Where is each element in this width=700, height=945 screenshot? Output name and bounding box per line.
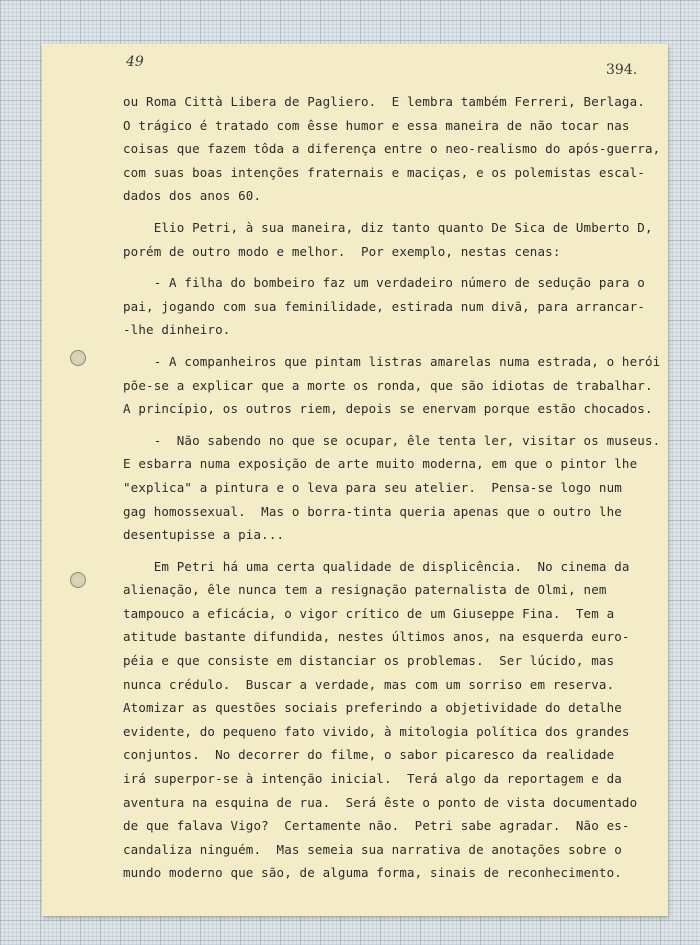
text-line: aventura na esquina de rua. Será êste o ponto de vista documentado [123, 794, 638, 810]
text-line: O trágico é tratado com êsse humor e essa maneira de não tocar nas [123, 117, 630, 133]
text-line: E esbarra numa exposição de arte muito moderna, em que o pintor lhe [123, 456, 638, 472]
text-line: alienação, êle nunca tem a resignação paternalista de Olmi, nem [123, 582, 607, 598]
text-line: coisas que fazem tôda a diferença entre o neo-realismo do após-guerra, [123, 141, 661, 157]
text-line: - A filha do bombeiro faz um verdadeiro número de sedução para o [123, 275, 645, 291]
text-line: - Não sabendo no que se ocupar, êle tenta ler, visitar os museus. [123, 432, 661, 448]
typewritten-page [42, 44, 668, 916]
page-number-typed: 394. [606, 62, 638, 78]
text-line: põe-se a explicar que a morte os ronda, que são idiotas de trabalhar. [123, 377, 653, 393]
text-line: péia e que consiste em distanciar os problemas. Ser lúcido, mas [123, 653, 615, 669]
text-line: de que falava Vigo? Certamente não. Petri sabe agradar. Não es- [123, 818, 630, 834]
text-line: irá superpor-se à intenção inicial. Terá algo da reportagem e da [123, 771, 622, 787]
text-line: desentupisse a pia... [123, 527, 285, 543]
text-line: Elio Petri, à sua maneira, diz tanto quanto De Sica de Umberto D, [123, 219, 653, 235]
text-line: tampouco a eficácia, o vigor crítico de um Giuseppe Fina. Tem a [123, 605, 615, 621]
text-line: - A companheiros que pintam listras amarelas numa estrada, o herói [123, 353, 661, 369]
text-line: Atomizar as questões sociais preferindo a objetividade do detalhe [123, 700, 622, 716]
text-line: conjuntos. No decorrer do filme, o sabor picaresco da realidade [123, 747, 615, 763]
text-line: Em Petri há uma certa qualidade de displicência. No cinema da [123, 558, 630, 574]
body-text [123, 90, 661, 885]
text-line: A princípio, os outros riem, depois se enervam porque estão chocados. [123, 401, 653, 417]
text-line: gag homossexual. Mas o borra-tinta queria apenas que o outro lhe [123, 503, 622, 519]
text-line: -lhe dinheiro. [123, 322, 231, 338]
punch-hole-icon [70, 350, 86, 366]
text-line: evidente, do pequeno fato vivido, à mitologia política dos grandes [123, 723, 630, 739]
text-line: candaliza ninguém. Mas semeia sua narrativa de anotações sobre o [123, 841, 622, 857]
text-line: com suas boas intenções fraternais e maciças, e os polemistas escal- [123, 164, 645, 180]
text-line: dados dos anos 60. [123, 188, 262, 204]
text-line: pai, jogando com sua feminilidade, estirada num divã, para arrancar- [123, 298, 645, 314]
text-line: porém de outro modo e melhor. Por exemplo, nestas cenas: [123, 243, 561, 259]
text-line: nunca crédulo. Buscar a verdade, mas com um sorriso em reserva. [123, 676, 615, 692]
page-number-handwritten: 49 [126, 54, 144, 70]
text-line: "explica" a pintura e o leva para seu atelier. Pensa-se logo num [123, 479, 622, 495]
text-line: ou Roma Città Libera de Pagliero. E lembra também Ferreri, Berlaga. [123, 94, 645, 109]
text-line: atitude bastante difundida, nestes últimos anos, na esquerda euro- [123, 629, 630, 645]
punch-hole-icon [70, 572, 86, 588]
text-line: mundo moderno que são, de alguma forma, sinais de reconhecimento. [123, 865, 622, 881]
